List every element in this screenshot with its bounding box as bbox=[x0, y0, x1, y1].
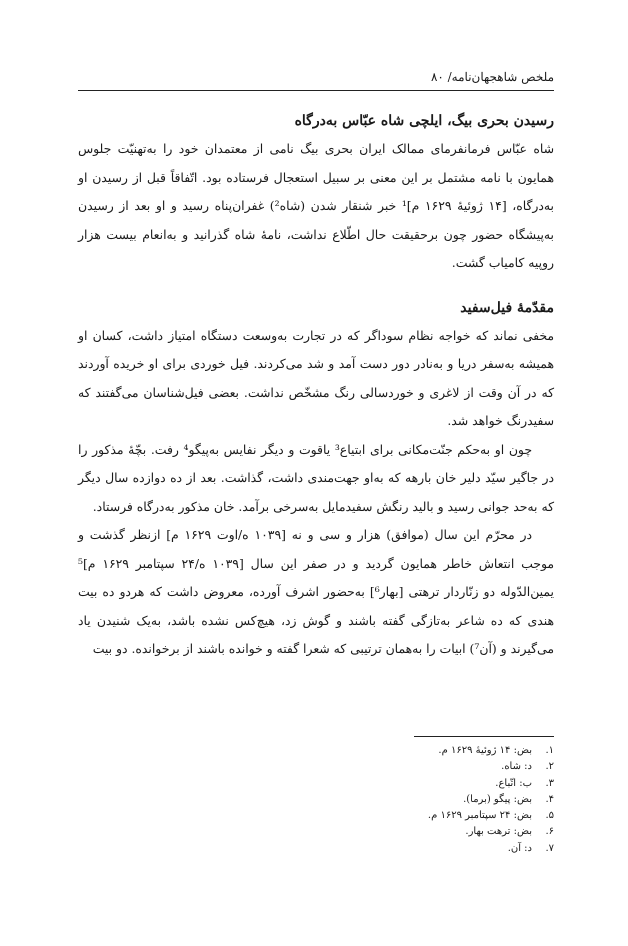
paragraph-elephant-1: مخفی نماند که خواجه نظام سوداگر که در تجارت به‌وسعت دستگاه امتیاز داشت، کسان او همیشه به‌سفر دریا و به‌نادر دور دست آمد و شد می‌کردند. فیل خوردی برای او خریده آوردند که در آن وقت از لاغری و خوردسالی رنگ مشخّص نداشت. بعضی فیل‌شناسان می‌گفتند که سفیدرنگ خواهد شد. bbox=[78, 327, 554, 428]
paragraph-elephant-2: چون او به‌حکم جنّت‌مکانی برای ابتیاع³ یاقوت و دیگر نفایس به‌پیگو⁴ رفت. بچّهٔ مذکور را در جاگیر سیّد دلیر خان بارهه که به‌او جهت‌مندی داشت، گذاشت. بعد از ده دوازده سال دیگر که به‌حد جوانی رسید و بالید رنگش سفیدمایل به‌سرخی برآمد. خان مذکور به‌درگاه فرستاد. bbox=[78, 441, 554, 514]
footnote-item: ۶.بض: ترهت بهار. bbox=[465, 826, 554, 838]
footnote-item: ۷.د: آن. bbox=[507, 842, 554, 854]
footnote-item: ۳.ب: اتّباع. bbox=[495, 777, 554, 789]
running-header: ملخص شاهجهان‌نامه/ ۸۰ bbox=[78, 70, 554, 91]
footnote-item: ۴.بض: پیگو (برما). bbox=[463, 793, 554, 805]
section-heading-envoy: رسیدن بحری بیگ، ایلچی شاه عبّاس به‌درگاه bbox=[294, 113, 554, 129]
footnote-item: ۲.د: شاه. bbox=[501, 761, 554, 773]
page-body bbox=[78, 70, 554, 664]
footnotes bbox=[78, 736, 554, 857]
section-heading-white-elephant: مقدّمهٔ فیل‌سفید bbox=[460, 299, 554, 316]
footnote-divider bbox=[414, 736, 554, 737]
paragraph-elephant-3: در محرّم این سال (موافق) هزار و سی و نه [۱۰۳۹ ه/اوت ۱۶۲۹ م] ازنظر گذشت و موجب انتعاش خاطر همایون گردید و در صفر این سال [۱۰۳۹ ه/۲۴ سپتامبر ۱۶۲۹ م]⁵ یمین‌الدّوله دو زنّاردار ترهتی [بهار⁶] به‌حضور اشرف آورده، معروض داشت که هردو ده بیت هندی که ده شاعر به‌تازگی گفته باشند و گوش زد، هیچ‌کس نشده باشد، به‌یک شنیدن یاد می‌گیرند و (آن⁷) ابیات را به‌همان ترتیبی که شعرا گفته و خوانده باشند از برخوانده. دو بیت bbox=[78, 527, 554, 656]
footnote-item: ۵.بض: ۲۴ سپتامبر ۱۶۲۹ م. bbox=[427, 810, 554, 822]
paragraph-envoy: شاه عبّاس فرمانفرمای ممالک ایران بحری بیگ نامی از معتمدان خود را به‌تهنیّت جلوس همایون با نامه مشتمل بر این معنی بر سبیل استعجال فرستاده بود. اتّفاقاً قبل از رسیدن او به‌درگاه، [۱۴ ژوئیهٔ ۱۶۲۹ م]¹ خبر شنقار شدن (شاه²) غفران‌پناه رسید و او بعد از رسیدن به‌پیشگاه حضور چون برحقیقت حال اطّلاع نداشت، نامهٔ شاه گذرانید و به‌انعام بیست هزار روپیه کامیاب گشت. bbox=[78, 141, 554, 270]
footnote-item: ۱.بض: ۱۴ ژوئیهٔ ۱۶۲۹ م. bbox=[438, 745, 554, 756]
